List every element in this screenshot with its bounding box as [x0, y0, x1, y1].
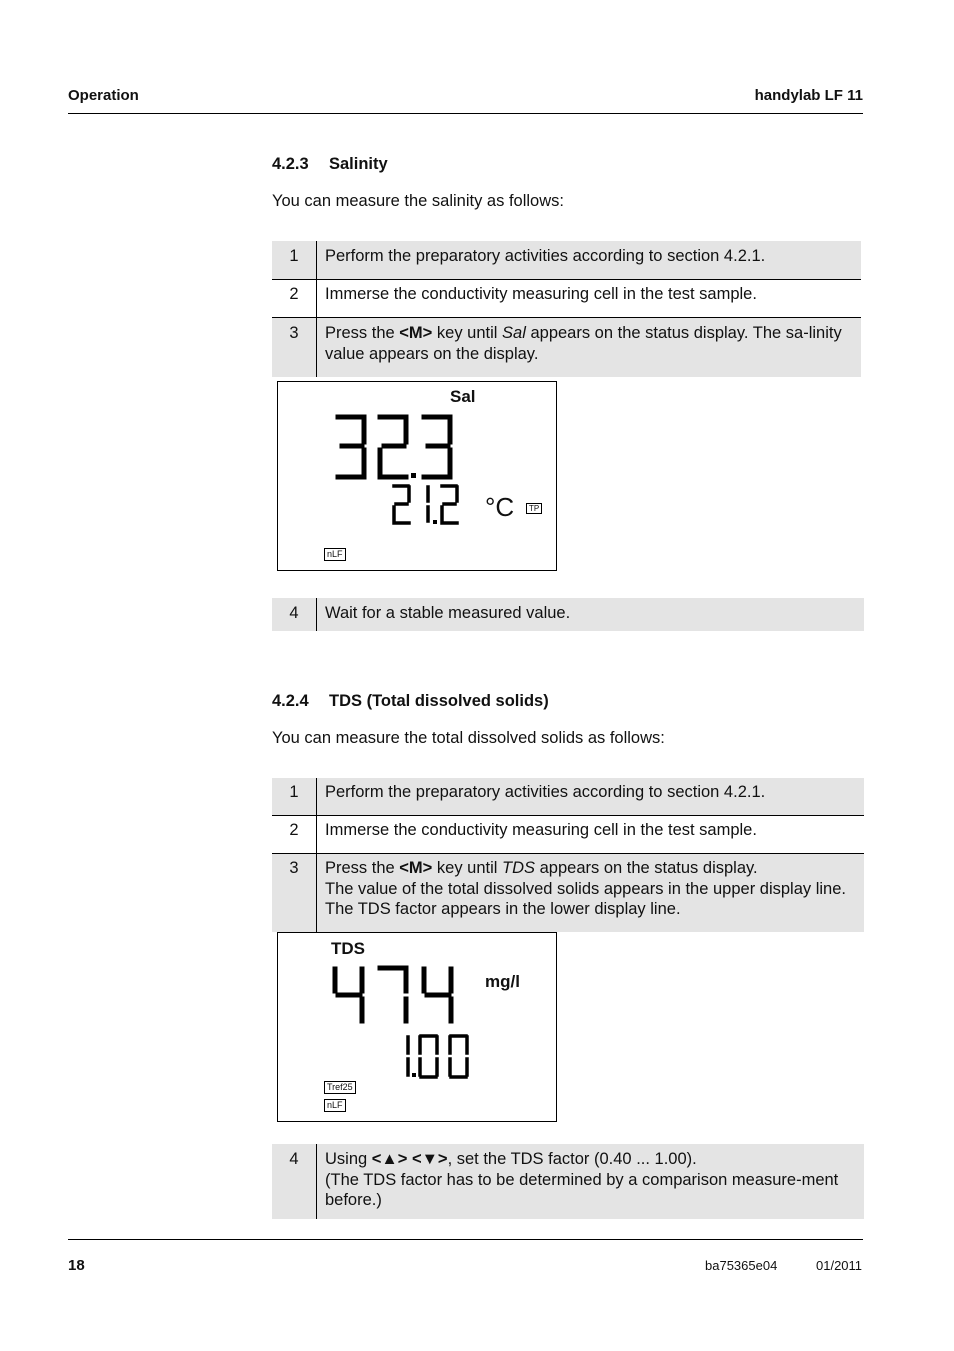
header-rule [68, 113, 863, 114]
status-indicator-tds: TDS [331, 939, 365, 958]
step-number: 4 [272, 598, 317, 631]
step-row [272, 778, 864, 816]
step-text: Immerse the conductivity measuring cell in the test sample. [317, 280, 862, 318]
tref25-badge: Tref25 [324, 1081, 356, 1094]
status-indicator-sal: Sal [450, 387, 476, 406]
lcd-display-tds [277, 932, 557, 1122]
step-number: 2 [272, 280, 317, 318]
step-text: Perform the preparatory activities according to section 4.2.1. [317, 778, 865, 816]
section-number: 4.2.4 [272, 692, 309, 710]
tp-badge: TP [526, 503, 542, 514]
step-text: Perform the preparatory activities according to section 4.2.1. [317, 241, 862, 280]
nlf-badge: nLF [324, 548, 346, 561]
document-date: 01/2011 [816, 1258, 863, 1273]
step-number: 4 [272, 1144, 317, 1219]
step-text: Wait for a stable measured value. [317, 598, 865, 631]
factor-digits [404, 1033, 476, 1079]
salinity-intro: You can measure the salinity as follows: [272, 192, 564, 210]
mode-label: Sal [502, 324, 526, 342]
footer-rule [68, 1239, 863, 1240]
mode-label: TDS [502, 859, 536, 877]
step-row [272, 598, 864, 631]
running-header-section: Operation [68, 87, 139, 104]
step-number: 3 [272, 854, 317, 933]
key-label: <M> [399, 859, 433, 877]
step-row [272, 241, 861, 280]
step-row [272, 318, 861, 378]
section-title: TDS (Total dissolved solids) [329, 692, 549, 710]
section-number: 4.2.3 [272, 155, 309, 173]
tds-step4-table [272, 1144, 864, 1219]
step-number: 2 [272, 816, 317, 854]
key-label: <M> [399, 324, 433, 342]
temperature-digits [390, 483, 470, 525]
temperature-unit: °C [485, 492, 515, 522]
main-value-digits [332, 412, 462, 482]
section-heading-salinity [272, 155, 388, 174]
step-number: 3 [272, 318, 317, 378]
step-row [272, 854, 864, 933]
step-text: Immerse the conductivity measuring cell in the test sample. [317, 816, 865, 854]
document-number: ba75365e04 [705, 1258, 778, 1273]
step-text: Using <▲> <▼>, set the TDS factor (0.40 ... 1.00). (The TDS factor has to be determined by a comparison measure-ment before.) [317, 1144, 865, 1219]
nlf-badge: nLF [324, 1099, 346, 1112]
step-text: Press the <M> key until TDS appears on the status display. The value of the total dissolved solids appears in the upper display line. The TDS factor appears in the lower display line. [317, 854, 865, 933]
step-number: 1 [272, 778, 317, 816]
salinity-step4-table [272, 598, 864, 631]
step-row [272, 280, 861, 318]
main-value-digits [330, 965, 460, 1025]
step-text: Press the <M> key until Sal appears on the status display. The sa-linity value appears on the display. [317, 318, 862, 378]
key-label: <▲> <▼> [371, 1150, 448, 1168]
unit-label: mg/l [485, 972, 520, 991]
section-heading-tds [272, 692, 549, 711]
step-row [272, 816, 864, 854]
running-header-product: handylab LF 11 [754, 87, 863, 104]
tds-intro: You can measure the total dissolved solids as follows: [272, 729, 665, 747]
step-number: 1 [272, 241, 317, 280]
page-number: 18 [68, 1257, 85, 1274]
tds-steps-table [272, 778, 864, 932]
section-title: Salinity [329, 155, 388, 173]
salinity-steps-table [272, 241, 861, 377]
step-row [272, 1144, 864, 1219]
lcd-display-salinity [277, 381, 557, 571]
